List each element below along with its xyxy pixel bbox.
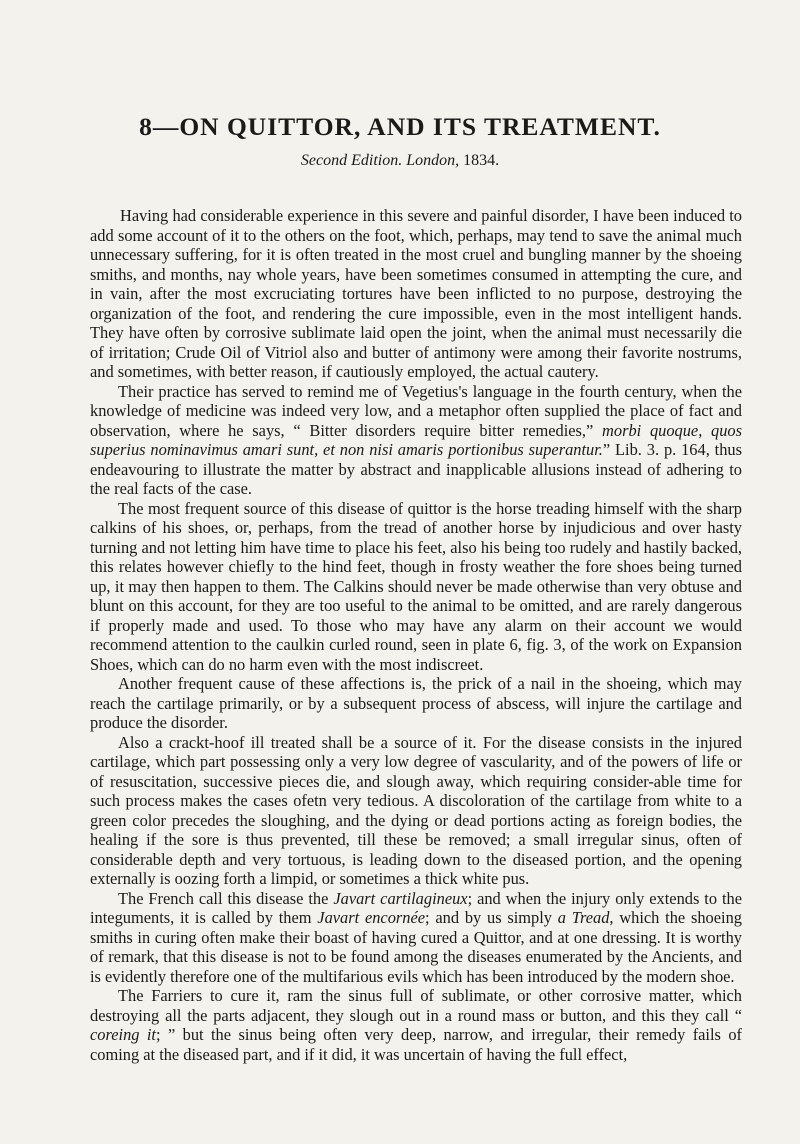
paragraph-6-text-b: ; and when the injury only extends to the integuments, it is called by them <box>90 888 742 927</box>
paragraph-3: The most frequent source of this disease of quittor is the horse treading himself with the sharp calkins of his shoes, or, perhaps, from the tread of another horse by injudicious and over hasty turning and not letting him have time to place his feet, also his being too rudely and hastily backed, this relates however chiefly to the hind feet, though in frosty weather the fore shoes being turned up, it may then happen to them. The Calkins should never be made otherwise than very obtuse and blunt on this account, for they are too useful to the animal to be omitted, and are rarely dangerous if properly made and used. To those who may have any alarm on their account we would recommend attention to the caulkin curled round, seen in plate 6, fig. 3, of the work on Expansion Shoes, which can do no harm even with the most indiscreet. <box>90 498 742 674</box>
paragraph-7-text-b: ; ” but the sinus being often very deep, narrow, and irregular, their remedy fails of coming at the diseased part, and if it did, it was uncertain of having the full effect, <box>90 1025 742 1064</box>
paragraph-6 <box>90 889 742 987</box>
paragraph-2 <box>90 382 742 499</box>
paragraph-1: Having had considerable experience in this severe and painful disorder, I have been induced to add some account of it to the others on the foot, which, perhaps, may tend to save the animal much unnecessary suffering, for it is often treated in the most cruel and bungling manner by the shoeing smiths, and months, nay whole years, have been sometimes consumed in attempting the cure, and in vain, after the most excruciating tortures have been inflicted to no purpose, destroying the organization of the foot, and rendering the cure impossible, even in the most intelligent hands. They have often by corrosive sublimate laid open the joint, when the animal must necessarily die of irritation; Crude Oil of Vitriol also and butter of antimony were among their favorite nostrums, and sometimes, with better reason, if cautiously employed, the actual cautery. <box>90 206 742 381</box>
paragraph-7-text-a: The Farriers to cure it, ram the sinus full of sublimate, or other corrosive matter, which destroying all the parts adjacent, they slough out in a round mass or button, and this they call “ <box>90 986 742 1025</box>
edition-line <box>0 151 800 171</box>
year-label: 1834. <box>463 152 500 169</box>
paragraph-6-text-d: which the shoeing smiths in curing often make their boast of having cured a Quittor, and at one dressing. It is worthy of remark, that this disease is not to be found among the diseases enumerated by the Ancients, and is evidently therefore one of the multifarious evils which has been introduced by the modern shoe. <box>90 908 742 986</box>
paragraph-2-text-b: ” Lib. 3. p. 164, thus endeavouring to illustrate the matter by abstract and inapplicable allusions instead of adhering to the real facts of the case. <box>90 440 743 498</box>
place-label: London, <box>406 152 460 169</box>
paragraph-4: Another frequent cause of these affections is, the prick of a nail in the shoeing, which may reach the cartilage primarily, or by a subsequent process of abscess, will injure the cartilage and produce the disorder. <box>90 674 742 732</box>
paragraph-5: Also a crackt-hoof ill treated shall be a source of it. For the disease consists in the injured cartilage, which part possessing only a very low degree of vascularity, and of the powers of life or of resuscitation, successive pieces die, and slough away, which requiring consider-able time for such process makes the cases ofetn very tedious. A discoloration of the cartilage from white to a green color precedes the sloughing, and the dying or dead portions acting as foreign bodies, the healing if the sore is thus prevented, till these be removed; a small irregular sinus, often of considerable depth and very tortuous, is leading down to the diseased portion, and the opening externally is oozing forth a limpid, or sometimes a thick white pus. <box>90 732 742 888</box>
paragraph-6-text-c: ; and by us simply <box>425 908 558 927</box>
english-term: a Tread, <box>557 908 614 927</box>
body-text <box>90 206 742 1064</box>
latin-quote: morbi quoque, quos superius nominavimus amari sunt, et non nisi amaris portionibus superantur. <box>90 420 743 459</box>
paragraph-6-text-a: The French call this disease the <box>118 888 334 908</box>
french-term-2: Javart encornée <box>317 908 426 927</box>
chapter-title: 8—ON QUITTOR, AND ITS TREATMENT. <box>139 112 661 141</box>
french-term-1: Javart cartilagineux <box>333 888 468 908</box>
paragraph-2-text-a: Their practice has served to remind me of Vegetius's language in the fourth century, when the knowledge of medicine was indeed very low, and a metaphor often supplied the place of fact and observation, where he says, “ Bitter disorders require bitter remedies,” <box>90 381 742 440</box>
coreing-term: coreing it <box>90 1025 156 1044</box>
paragraph-7 <box>90 986 742 1064</box>
edition-label: Second Edition. <box>300 152 403 169</box>
